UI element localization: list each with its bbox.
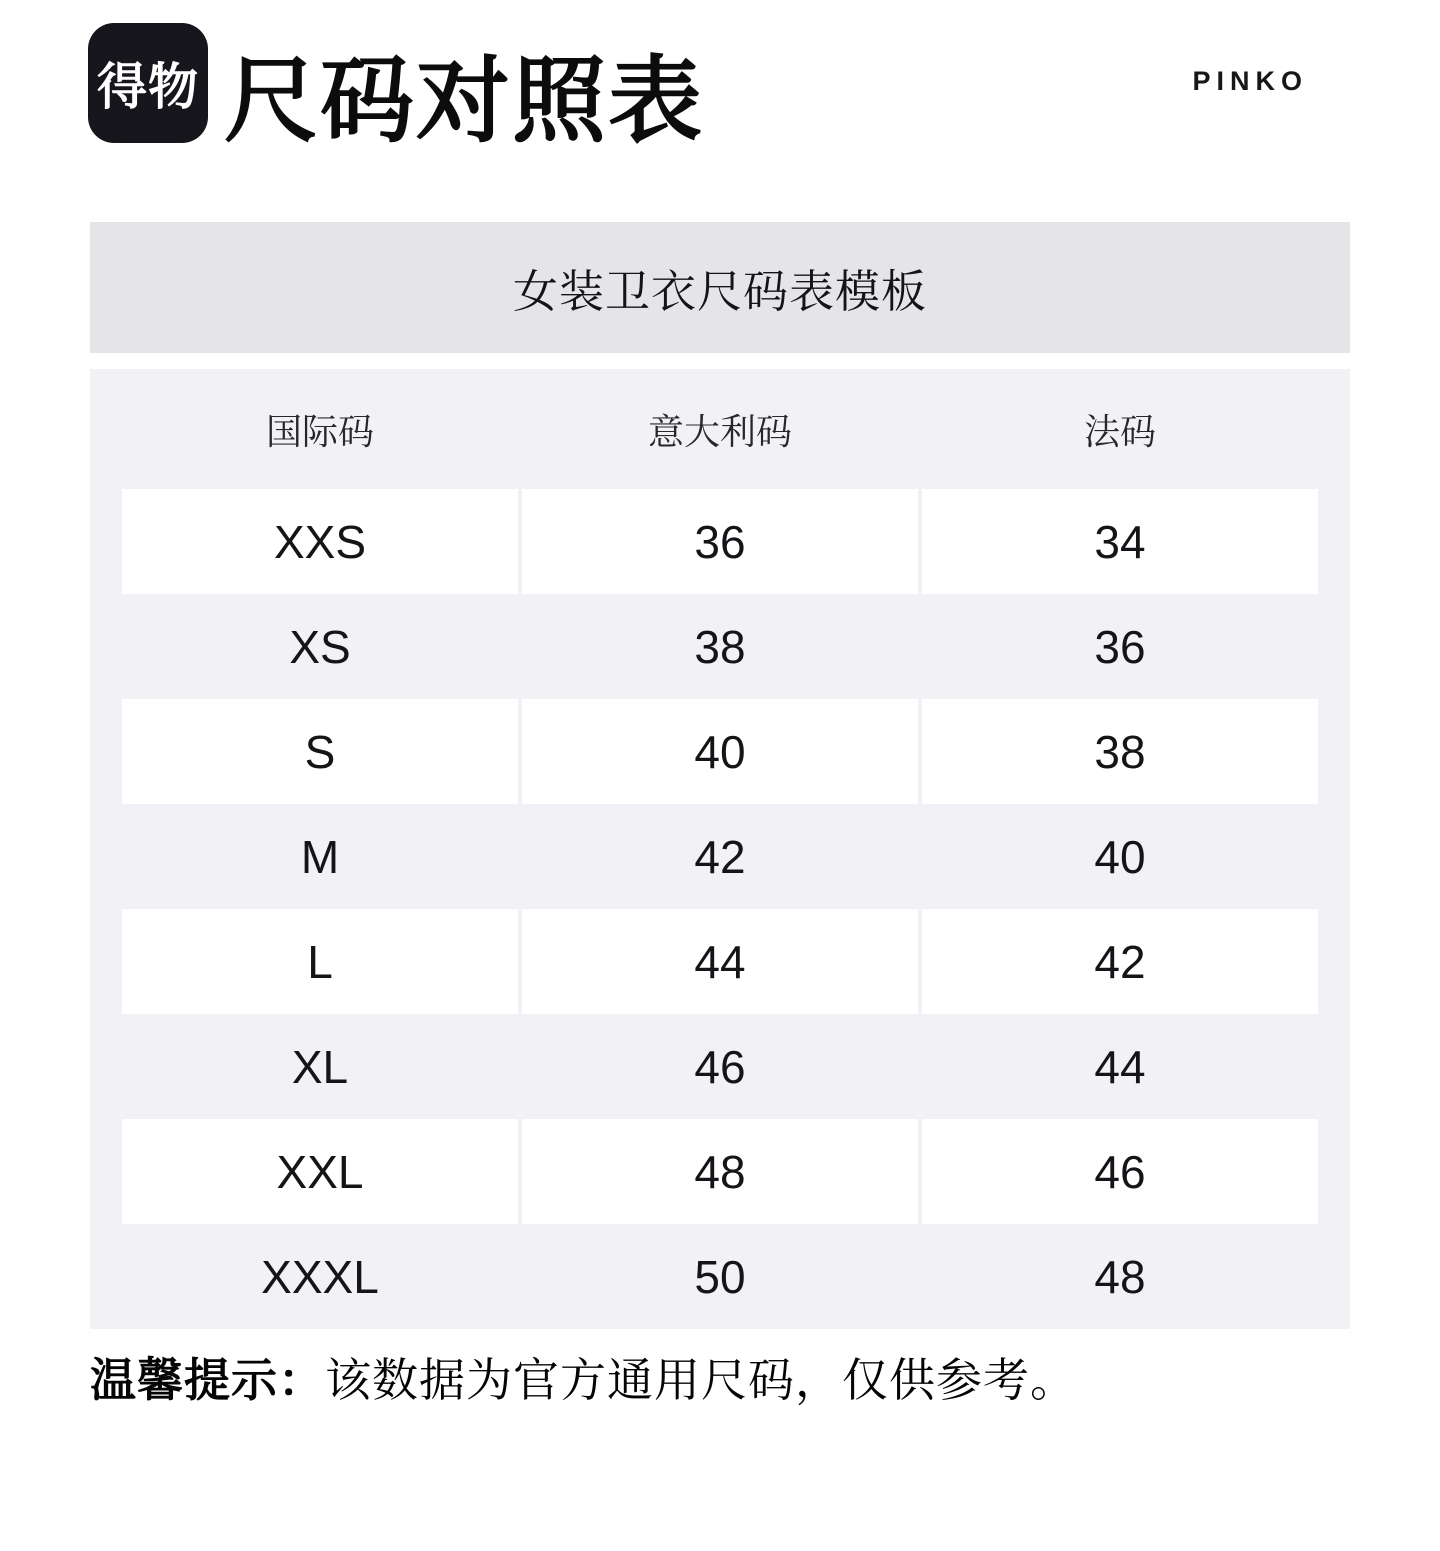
column-header-international: 国际码 <box>265 410 374 452</box>
disclaimer-text: 该数据为官方通用尺码，仅供参考。 <box>325 1354 1077 1406</box>
disclaimer-label: 温馨提示： <box>90 1354 325 1406</box>
cell-france: 34 <box>922 489 1318 594</box>
cell-international: XS <box>289 620 351 673</box>
cell-international: XXXL <box>261 1250 379 1303</box>
size-table <box>90 369 1350 1329</box>
cell-italy: 36 <box>522 489 918 594</box>
cell-france: 36 <box>1094 620 1146 673</box>
cell-italy: 38 <box>694 620 746 673</box>
page-title: 尺码对照表 <box>224 48 705 153</box>
cell-france: 42 <box>922 909 1318 1014</box>
table-row <box>90 1014 1350 1119</box>
cell-italy: 42 <box>694 830 746 883</box>
cell-international: XXL <box>122 1119 518 1224</box>
cell-international: XL <box>291 1040 349 1093</box>
cell-international: M <box>300 830 340 883</box>
table-row <box>90 909 1350 1014</box>
table-header-row <box>90 369 1350 489</box>
cell-international: XXS <box>122 489 518 594</box>
cell-france: 46 <box>922 1119 1318 1224</box>
cell-italy: 46 <box>694 1040 746 1093</box>
table-row <box>90 1224 1350 1329</box>
dewu-logo <box>88 23 208 143</box>
cell-international: S <box>122 699 518 804</box>
cell-france: 48 <box>1094 1250 1146 1303</box>
table-row <box>90 594 1350 699</box>
cell-italy: 50 <box>694 1250 746 1303</box>
table-row <box>90 489 1350 594</box>
cell-italy: 48 <box>522 1119 918 1224</box>
table-title-banner <box>90 222 1350 353</box>
column-header-italy: 意大利码 <box>647 410 792 452</box>
cell-international: L <box>122 909 518 1014</box>
cell-france: 38 <box>922 699 1318 804</box>
cell-france: 44 <box>1094 1040 1146 1093</box>
dewu-logo-text: 得物 <box>97 59 199 115</box>
brand-logo-pinko: PINKO <box>1192 66 1308 96</box>
table-row <box>90 699 1350 804</box>
cell-france: 40 <box>1094 830 1146 883</box>
disclaimer-note <box>90 1352 1077 1410</box>
cell-italy: 44 <box>522 909 918 1014</box>
table-title: 女装卫衣尺码表模板 <box>512 266 927 317</box>
table-row <box>90 1119 1350 1224</box>
table-row <box>90 804 1350 909</box>
cell-italy: 40 <box>522 699 918 804</box>
column-header-france: 法码 <box>1083 410 1156 452</box>
